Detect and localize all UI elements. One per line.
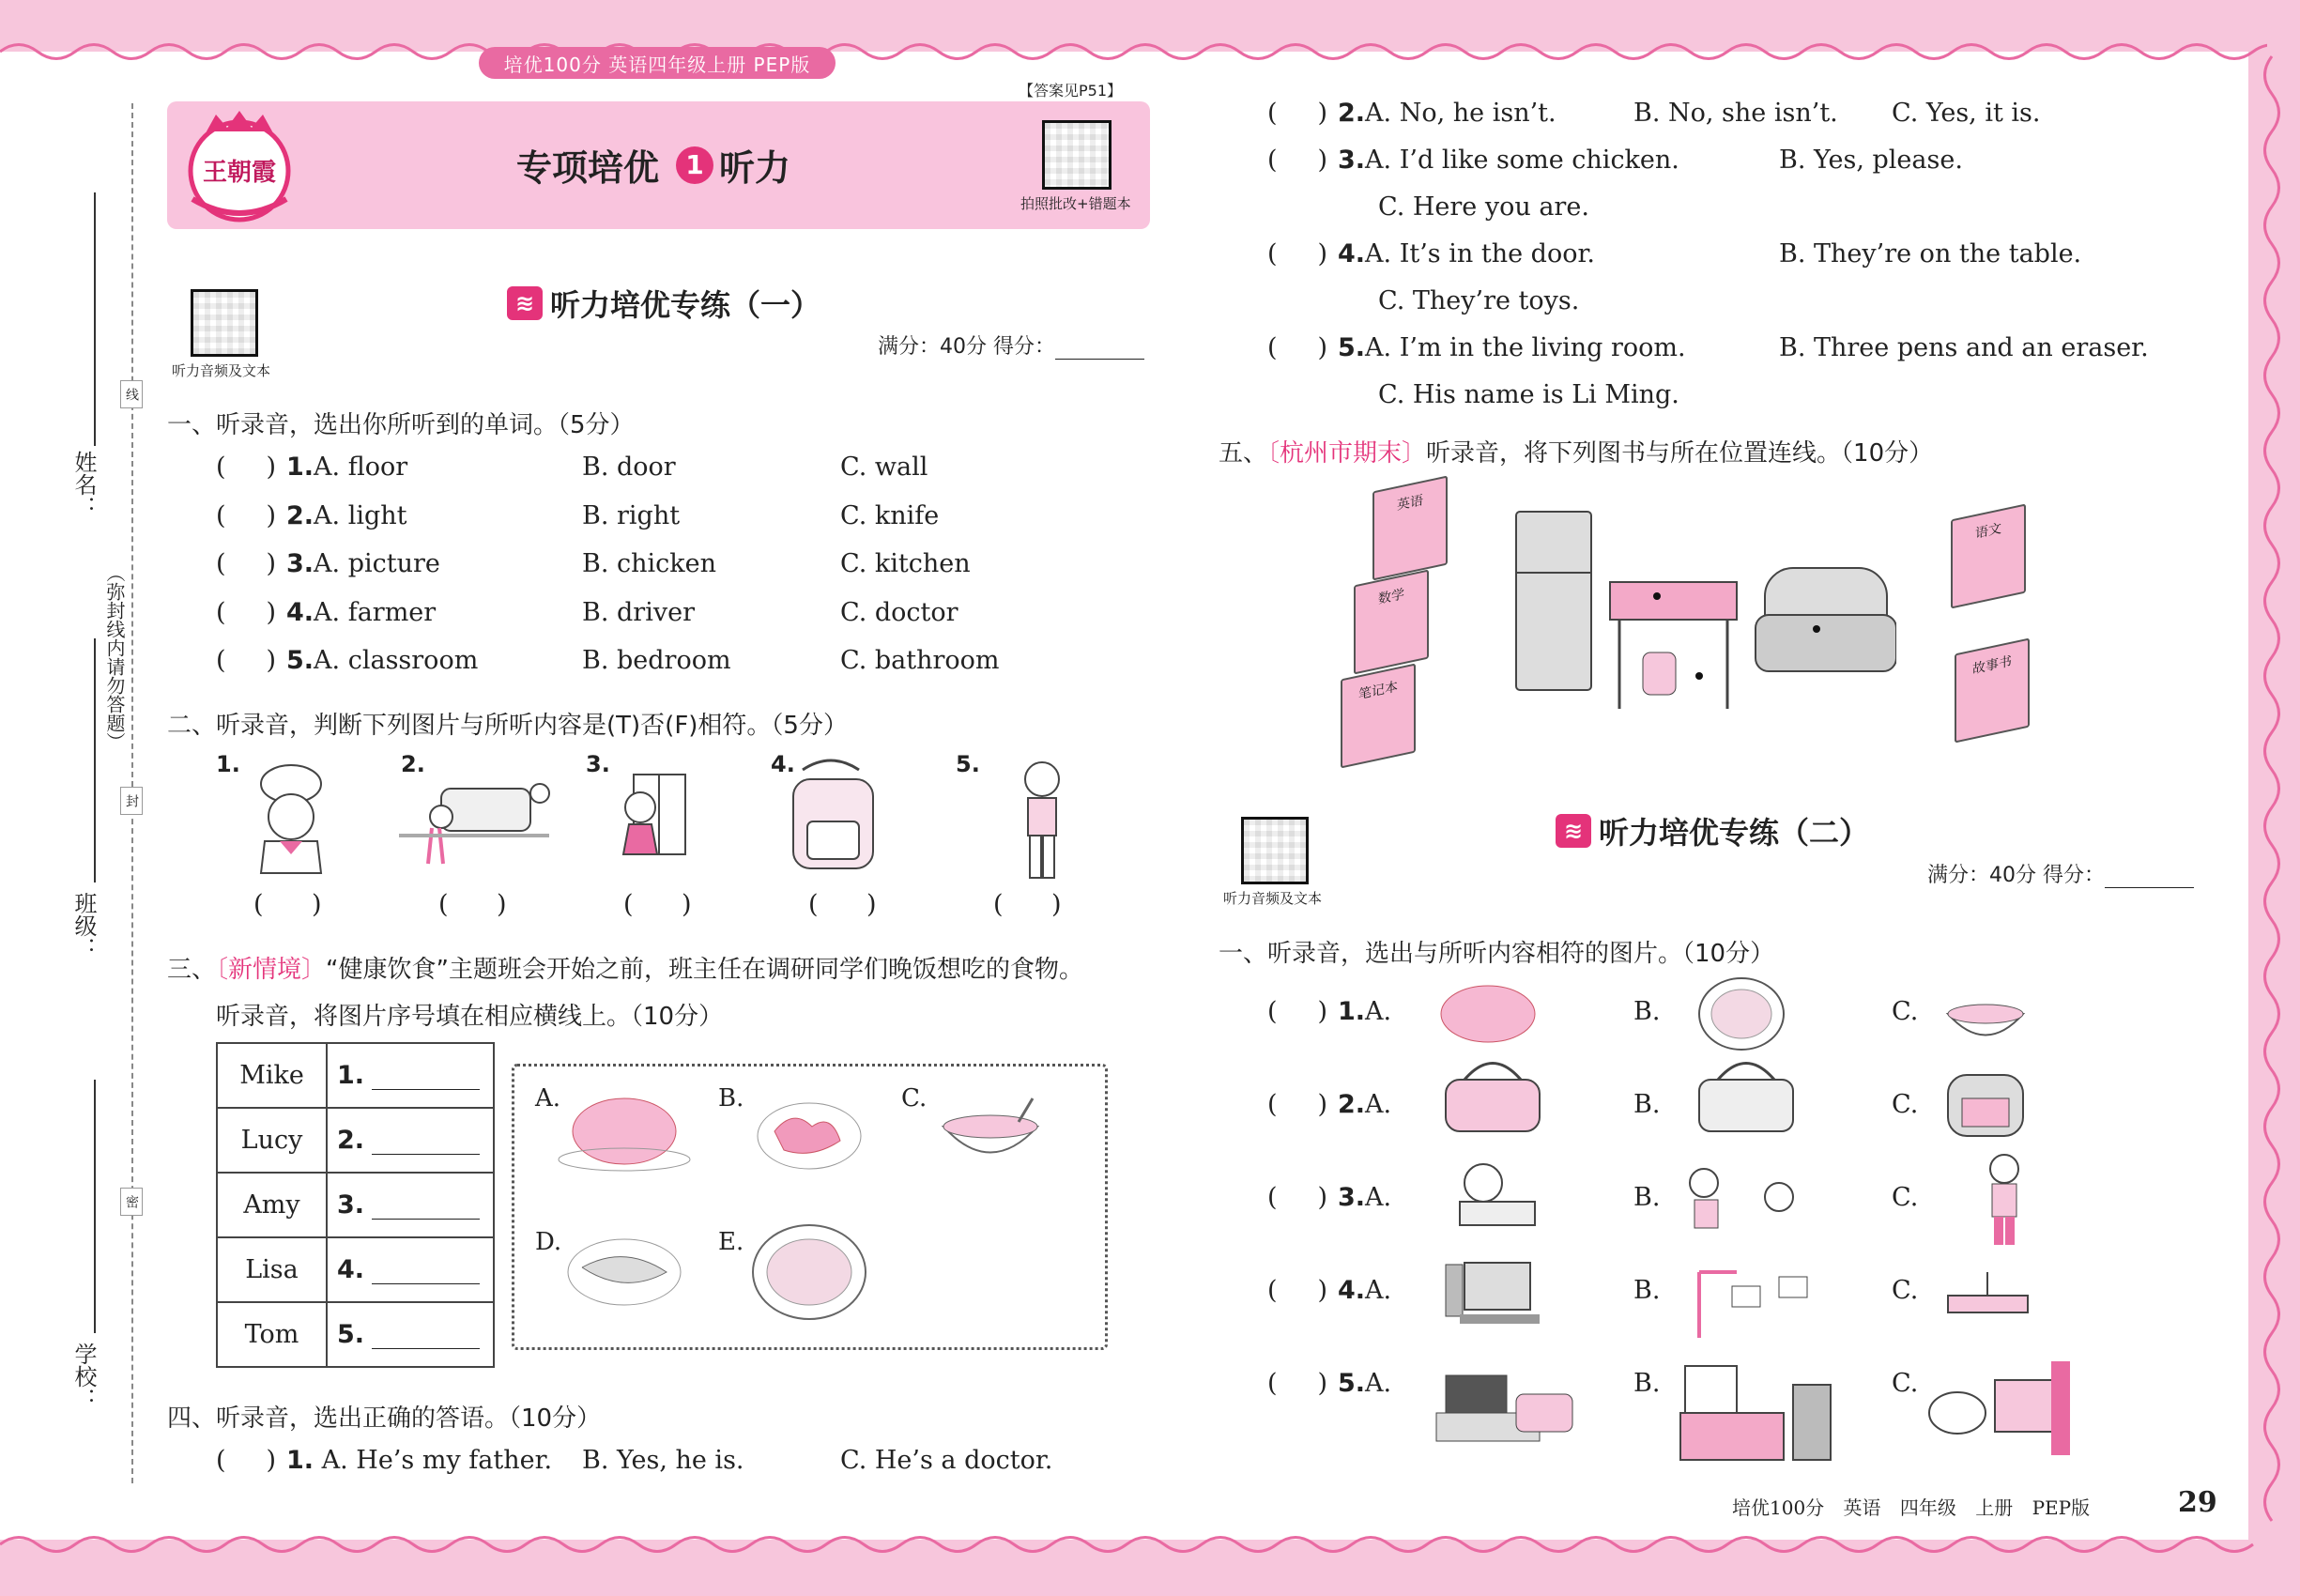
q2-answer-paren[interactable]: ( ) <box>808 890 877 919</box>
q1b-item <box>1267 1183 1391 1212</box>
option-a-label: A. <box>1365 997 1392 1026</box>
answer-paren[interactable]: ( ) <box>1267 1276 1327 1305</box>
option-c: C. bathroom <box>840 646 1000 675</box>
option-b: B. No, she isn’t. <box>1633 99 1838 128</box>
item-number: 2. <box>286 500 314 530</box>
option-b-label: B. <box>1633 1090 1661 1119</box>
q1-item <box>216 598 436 627</box>
wave-border-bottom <box>0 1526 2300 1563</box>
option-a-label: A. <box>1365 1090 1392 1119</box>
score-blank-2[interactable] <box>2105 867 2194 888</box>
q3-heading-text: “健康饮食”主题班会开始之前，班主任在调研同学们晚饭想吃的食物。 <box>326 956 1083 984</box>
answer-cell <box>327 1237 494 1302</box>
header-qr-label: 拍照批改+错题本 <box>1020 195 1131 212</box>
student-name: Lucy <box>217 1108 327 1173</box>
fridge-picture <box>1516 512 1591 690</box>
girl-window-picture <box>623 775 685 854</box>
q1b-item <box>1267 1276 1391 1305</box>
q4-item <box>1267 99 1556 128</box>
score-text-2: 满分：40分 得分： <box>1927 864 2105 887</box>
q2-heading: 二、听录音，判断下列图片与所听内容是(T)否(F)相符。（5分） <box>167 712 848 740</box>
answer-paren[interactable]: ( ) <box>1267 99 1327 128</box>
answer-paren[interactable]: ( ) <box>216 597 276 627</box>
row5-pictures <box>1436 1361 2070 1460</box>
item-number: 3. <box>1338 146 1366 175</box>
item-number: 1. <box>286 1446 314 1475</box>
audio-qr-code-icon[interactable] <box>191 289 258 357</box>
item-number: 4. <box>1338 1276 1366 1305</box>
food-picture-label: B. <box>718 1084 744 1113</box>
table-row <box>217 1043 494 1108</box>
student-name: Lisa <box>217 1237 327 1302</box>
item-number: 2. <box>1338 99 1366 128</box>
option-b-label: B. <box>1633 1369 1661 1398</box>
q1-heading: 一、听录音，选出你所听到的单词。（5分） <box>167 411 635 439</box>
option-b: B. chicken <box>582 549 717 578</box>
option-b: B. They’re on the table. <box>1779 239 2082 269</box>
seal-tag-seal: 封 <box>120 787 143 815</box>
section-title-2 <box>1556 809 1869 852</box>
q3-heading-2: 听录音，将图片序号填在相应横线上。（10分） <box>216 1003 724 1031</box>
option-c: C. His name is Li Ming. <box>1378 380 1679 409</box>
answer-blank[interactable] <box>372 1262 480 1284</box>
q5-heading-text: 听录音，将下列图书与所在位置连线。（10分） <box>1426 439 1934 468</box>
option-a: A. No, he isn’t. <box>1365 99 1556 128</box>
option-b-label: B. <box>1633 997 1661 1026</box>
table-picture <box>1610 582 1737 709</box>
q1b-item <box>1267 1090 1391 1119</box>
listening-wave-icon: ≋ <box>1556 814 1591 848</box>
option-c-label: C. <box>1892 1369 1919 1398</box>
q4-item <box>1267 333 1686 362</box>
option-b: B. door <box>582 453 676 482</box>
option-a: A. classroom <box>314 646 479 675</box>
item-number: 1. <box>1338 997 1366 1026</box>
item-number: 1. <box>286 453 314 482</box>
food-pictures <box>530 1075 1094 1338</box>
answer-paren[interactable]: ( ) <box>1267 997 1327 1026</box>
option-c: C. knife <box>840 500 940 530</box>
fish-dish-picture <box>568 1239 681 1305</box>
book-math[interactable]: 数学 <box>1354 569 1429 674</box>
option-c: C. Here you are. <box>1378 192 1589 222</box>
name-rule <box>94 192 96 446</box>
table-row <box>217 1302 494 1367</box>
school-label: 学校： <box>70 1343 97 1410</box>
audio-qr-label: 听力音频及文本 <box>172 362 271 379</box>
wave-border-top <box>0 38 2300 66</box>
row3-pictures <box>1460 1155 2018 1245</box>
answer-number: 3. <box>337 1190 365 1220</box>
food-picture-label: A. <box>535 1084 561 1113</box>
q4-heading: 四、听录音，选出正确的答语。（10分） <box>167 1404 602 1433</box>
school-rule <box>94 1080 96 1333</box>
option-a-label: A. <box>1365 1276 1392 1305</box>
answer-cell <box>327 1108 494 1173</box>
q3-heading: 三、〔新情境〕“健康饮食”主题班会开始之前，班主任在调研同学们晚饭想吃的食物。 <box>167 956 1083 984</box>
book-banner: 培优100分 英语四年级上册 PEP版 <box>479 47 836 79</box>
q4-1-option-c: C. He’s a doctor. <box>840 1446 1053 1475</box>
page-title <box>516 139 790 191</box>
answer-paren[interactable]: ( ) <box>1267 1369 1327 1398</box>
table-row <box>217 1173 494 1237</box>
answer-number: 1. <box>337 1061 365 1090</box>
q2-picture-number: 5. <box>956 751 980 777</box>
option-b: B. bedroom <box>582 646 731 675</box>
audio-qr-label-2: 听力音频及文本 <box>1223 890 1323 907</box>
score-line-2 <box>1927 859 2194 888</box>
listening-wave-icon: ≋ <box>507 286 543 320</box>
answer-blank[interactable] <box>372 1132 480 1155</box>
qr-code-icon[interactable] <box>1042 120 1112 190</box>
option-a: A. floor <box>314 453 408 482</box>
answer-paren[interactable]: ( ) <box>216 453 276 482</box>
option-b: B. Yes, please. <box>1779 146 1963 175</box>
item-number: 4. <box>286 597 314 627</box>
option-c: C. kitchen <box>840 549 971 578</box>
table-row <box>217 1108 494 1173</box>
table-row <box>217 1237 494 1302</box>
title-text: 专项培优 <box>516 147 660 189</box>
section-title-text-2: 听力培优专练（二） <box>1599 815 1870 851</box>
soup-bowl-picture <box>943 1098 1037 1153</box>
student-name: Mike <box>217 1043 327 1108</box>
answer-paren[interactable]: ( ) <box>1267 333 1327 362</box>
q1b-pictures <box>1422 972 2079 1474</box>
answer-blank[interactable] <box>372 1067 480 1090</box>
seal-notice: （弥封线内请勿答题） <box>103 563 126 751</box>
noodle-bowl-picture <box>753 1225 866 1319</box>
option-c-label: C. <box>1892 1276 1919 1305</box>
answer-number: 2. <box>337 1126 365 1155</box>
q2-answer-paren[interactable]: ( ) <box>253 890 322 919</box>
score-line <box>878 330 1144 360</box>
option-a: A. I’d like some chicken. <box>1365 146 1679 175</box>
option-c-label: C. <box>1892 1183 1919 1212</box>
row4-pictures <box>1446 1263 2028 1338</box>
q5-prefix: 五、 <box>1219 439 1268 468</box>
answer-cell <box>327 1173 494 1237</box>
item-number: 3. <box>286 549 314 578</box>
seal-tag-secret: 密 <box>120 1188 143 1216</box>
q4-1-option-b: B. Yes, he is. <box>582 1446 744 1475</box>
book-notebook[interactable]: 笔记本 <box>1341 663 1416 768</box>
answer-paren[interactable]: ( ) <box>216 646 276 675</box>
brand-logo-icon <box>178 105 300 225</box>
q5-heading <box>1219 434 1933 468</box>
option-c-label: C. <box>1892 997 1919 1026</box>
answer-paren[interactable]: ( ) <box>1267 146 1327 175</box>
score-text: 满分：40分 得分： <box>878 335 1055 359</box>
q2-picture-number: 2. <box>401 751 425 777</box>
q2-answer-paren[interactable]: ( ) <box>438 890 507 919</box>
option-a: A. farmer <box>314 597 437 627</box>
food-picture-label: E. <box>718 1228 744 1256</box>
student-name: Amy <box>217 1173 327 1237</box>
answer-paren[interactable]: ( ) <box>216 549 276 578</box>
answer-cell <box>327 1302 494 1367</box>
answer-blank[interactable] <box>372 1197 480 1220</box>
option-a-label: A. <box>1365 1369 1392 1398</box>
food-picture-label: C. <box>901 1084 928 1113</box>
name-answer-table <box>216 1042 495 1368</box>
q4-item <box>1267 146 1679 175</box>
q1b-item <box>1267 997 1391 1026</box>
row1-pictures <box>1441 978 2023 1050</box>
answer-paren[interactable]: ( ) <box>1267 1090 1327 1119</box>
option-a: A. light <box>314 500 407 530</box>
option-b: B. driver <box>582 597 695 627</box>
seal-tag-line: 线 <box>120 380 143 408</box>
student-name: Tom <box>217 1302 327 1367</box>
answer-paren[interactable]: ( ) <box>1267 1183 1327 1212</box>
option-a: A. It’s in the door. <box>1365 239 1595 269</box>
score-blank[interactable] <box>1055 339 1144 360</box>
class-label: 班级： <box>70 892 97 959</box>
item-number: 2. <box>1338 1090 1366 1119</box>
option-a: A. He’s my father. <box>321 1446 553 1475</box>
answer-paren[interactable]: ( ) <box>216 1446 276 1475</box>
page-number: 29 <box>2178 1486 2217 1519</box>
book-chinese[interactable]: 语文 <box>1951 503 2026 608</box>
option-a: A. I’m in the living room. <box>1365 333 1686 362</box>
section-title-1 <box>507 282 820 325</box>
roast-chicken-picture <box>559 1098 690 1171</box>
q3-tag: 〔新情境〕 <box>216 956 327 984</box>
room-scene-picture <box>1502 502 1896 728</box>
option-c: C. Yes, it is. <box>1892 99 2041 128</box>
answer-number: 5. <box>337 1320 365 1349</box>
answer-number: 4. <box>337 1255 365 1284</box>
class-rule <box>94 638 96 882</box>
q4-item-1 <box>216 1446 552 1475</box>
q1b-item <box>1267 1369 1391 1398</box>
q2-answer-paren[interactable]: ( ) <box>623 890 692 919</box>
option-c: C. doctor <box>840 597 958 627</box>
option-a: A. picture <box>314 549 440 578</box>
book-english[interactable]: 英语 <box>1372 475 1448 580</box>
cleaning-room-picture <box>399 784 549 864</box>
option-b-label: B. <box>1633 1276 1661 1305</box>
answer-blank[interactable] <box>372 1327 480 1349</box>
footer-text: 培优100分 英语 四年级 上册 PEP版 <box>1732 1496 2091 1519</box>
answer-reference: 【答案见P51】 <box>1019 82 1123 100</box>
answer-paren[interactable]: ( ) <box>1267 239 1327 269</box>
q2-answer-paren[interactable]: ( ) <box>993 890 1062 919</box>
option-b-label: B. <box>1633 1183 1661 1212</box>
q2-picture-number: 3. <box>586 751 610 777</box>
item-number: 5. <box>286 646 314 675</box>
section-title-text: 听力培优专练（一） <box>550 287 821 323</box>
item-number: 4. <box>1338 239 1366 269</box>
q1-item <box>216 501 407 530</box>
audio-qr-code-icon-2[interactable] <box>1241 817 1309 884</box>
food-picture-label: D. <box>535 1228 562 1256</box>
answer-cell <box>327 1043 494 1108</box>
title-number-badge: 1 <box>676 146 713 184</box>
item-number: 3. <box>1338 1183 1366 1212</box>
q1-item <box>216 453 407 482</box>
option-b: B. Three pens and an eraser. <box>1779 333 2149 362</box>
answer-paren[interactable]: ( ) <box>216 500 276 530</box>
option-b: B. right <box>582 500 681 530</box>
q1-item <box>216 549 440 578</box>
q2-picture-number: 4. <box>771 751 795 777</box>
meat-picture <box>758 1103 861 1169</box>
q5-tag: 〔杭州市期末〕 <box>1267 439 1427 468</box>
option-c-label: C. <box>1892 1090 1919 1119</box>
boy-picture <box>1025 762 1059 878</box>
q4-item <box>1267 239 1595 269</box>
sofa-picture <box>1756 568 1896 671</box>
q2-picture-number: 1. <box>216 751 240 777</box>
option-c: C. They’re toys. <box>1378 286 1580 315</box>
q1-item <box>216 646 478 675</box>
wave-border-right <box>2234 0 2300 1596</box>
title-topic: 听力 <box>719 147 791 189</box>
option-c: C. wall <box>840 453 928 482</box>
row2-pictures <box>1446 1064 2023 1137</box>
book-storybook[interactable]: 故事书 <box>1955 637 2030 743</box>
chef-picture <box>261 765 321 873</box>
svg-text:王朝霞: 王朝霞 <box>202 159 277 187</box>
item-number: 5. <box>1338 1369 1366 1398</box>
item-number: 5. <box>1338 333 1366 362</box>
q1b-heading: 一、听录音，选出与所听内容相符的图片。（10分） <box>1219 940 1775 968</box>
option-a-label: A. <box>1365 1183 1392 1212</box>
schoolbag-picture <box>793 760 873 868</box>
name-label: 姓名： <box>70 451 97 518</box>
